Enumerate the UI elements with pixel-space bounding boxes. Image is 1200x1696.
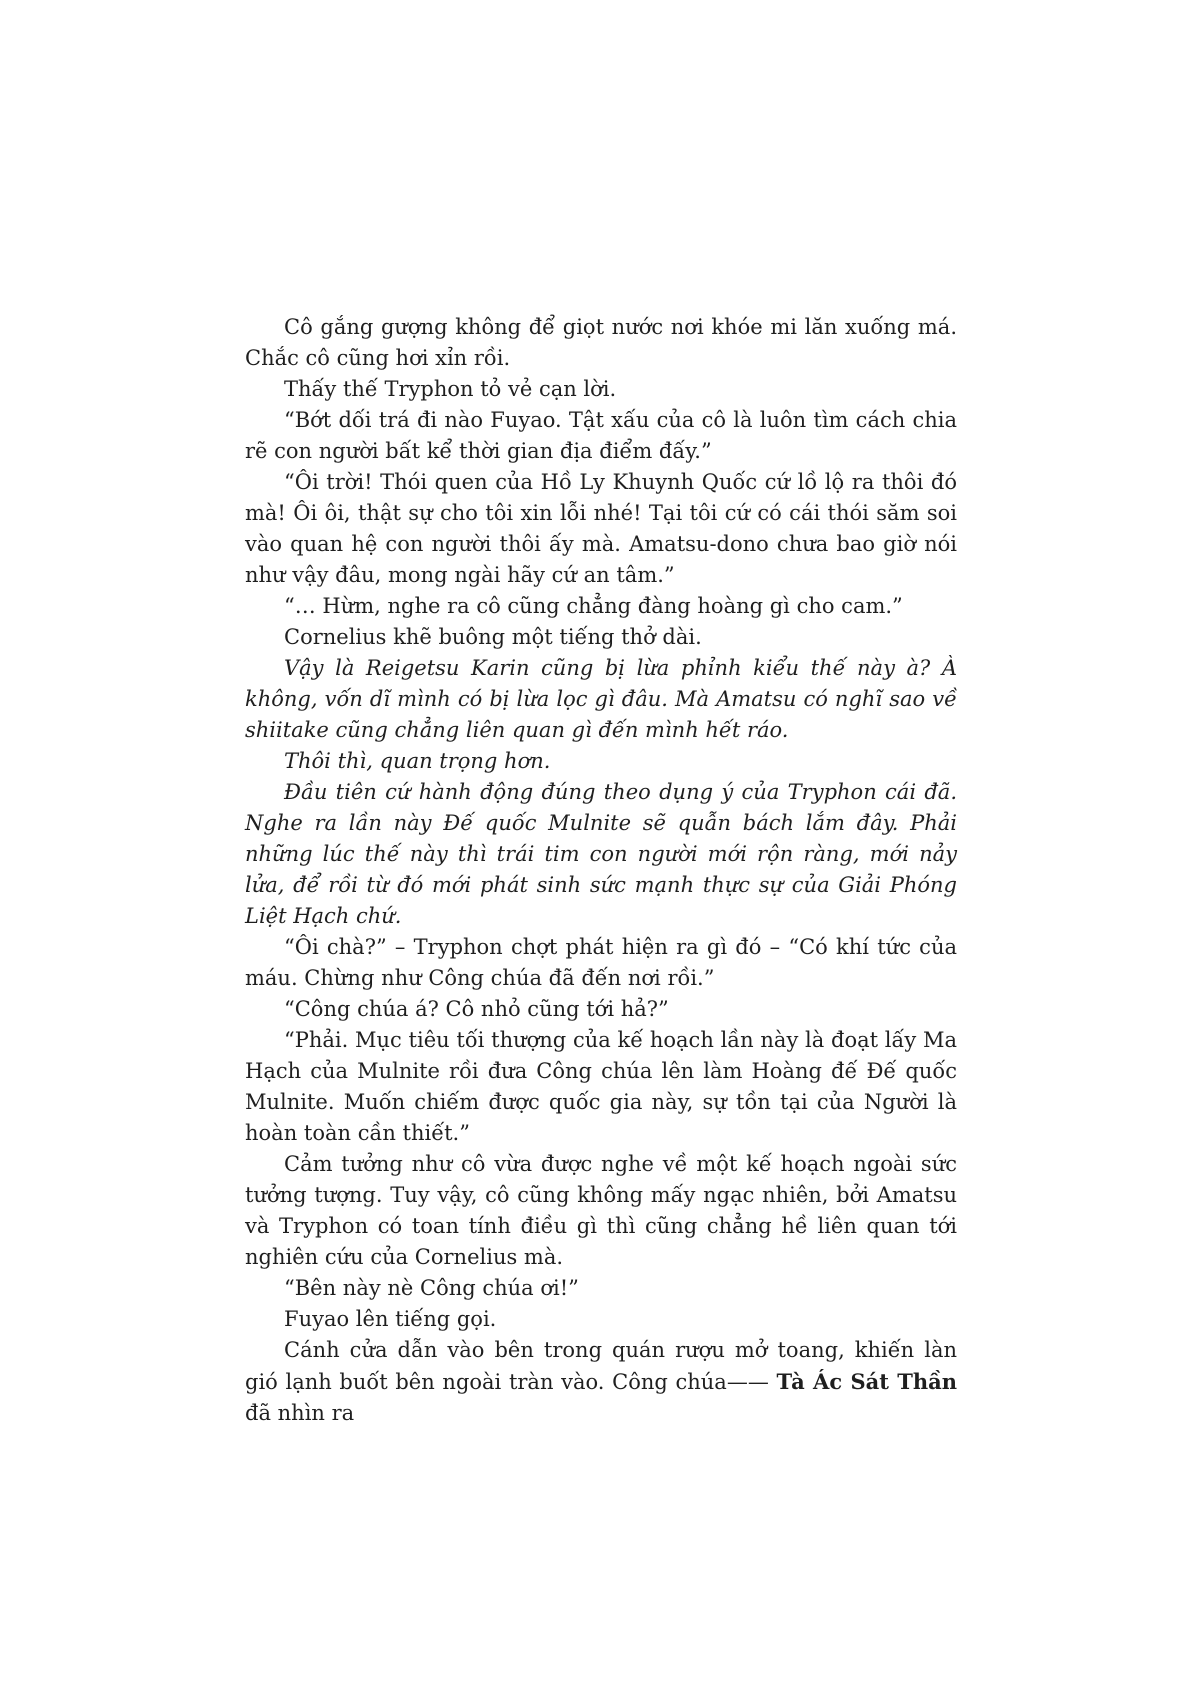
page-body: [245, 312, 957, 1429]
paragraph: “… Hừm, nghe ra cô cũng chẳng đàng hoàng gì cho cam.”: [284, 594, 903, 618]
bold-text-run: Tà Ác Sát Thần: [776, 1369, 957, 1394]
paragraph: “Ôi trời! Thói quen của Hồ Ly Khuynh Quốc cứ lồ lộ ra thôi đó mà! Ôi ôi, thật sự cho tôi xin lỗi nhé! Tại tôi cứ có cái thói săm soi vào quan hệ con người thôi ấy mà. Amatsu-dono chưa bao giờ nói như vậy đâu, mong ngài hãy cứ an tâm.”: [245, 470, 957, 587]
italic-paragraph: Đầu tiên cứ hành động đúng theo dụng ý của Tryphon cái đã. Nghe ra lần này Đế quốc Mulnite sẽ quẫn bách lắm đây. Phải những lúc thế này thì trái tim con người mới rộn ràng, mới nảy lửa, để rồi từ đó mới phát sinh sức mạnh thực sự của Giải Phóng Liệt Hạch chứ.: [245, 780, 957, 928]
italic-paragraph: Thôi thì, quan trọng hơn.: [284, 749, 551, 773]
paragraph: “Bên này nè Công chúa ơi!”: [284, 1276, 579, 1300]
paragraph: “Công chúa á? Cô nhỏ cũng tới hả?”: [284, 997, 669, 1021]
italic-paragraph: Vậy là Reigetsu Karin cũng bị lừa phỉnh kiểu thế này à? À không, vốn dĩ mình có bị lừa lọc gì đâu. Mà Amatsu có nghĩ sao về shiitake cũng chẳng liên quan gì đến mình hết ráo.: [245, 656, 957, 742]
paragraph: Fuyao lên tiếng gọi.: [284, 1307, 497, 1331]
text-run: Cánh cửa dẫn vào bên trong quán rượu mở toang, khiến làn gió lạnh buốt bên ngoài tràn vào. Công chúa——: [245, 1338, 957, 1394]
paragraph: “Bớt dối trá đi nào Fuyao. Tật xấu của cô là luôn tìm cách chia rẽ con người bất kể thời gian địa điểm đấy.”: [245, 408, 957, 463]
paragraph: “Phải. Mục tiêu tối thượng của kế hoạch lần này là đoạt lấy Ma Hạch của Mulnite rồi đưa Công chúa lên làm Hoàng đế Đế quốc Mulnite. Muốn chiếm được quốc gia này, sự tồn tại của Người là hoàn toàn cần thiết.”: [245, 1028, 957, 1145]
paragraph: Thấy thế Tryphon tỏ vẻ cạn lời.: [284, 377, 617, 401]
text-run: đã nhìn ra: [245, 1401, 355, 1425]
paragraph: Cô gắng gượng không để giọt nước nơi khóe mi lăn xuống má. Chắc cô cũng hơi xỉn rồi.: [245, 315, 957, 370]
paragraph: Cornelius khẽ buông một tiếng thở dài.: [284, 625, 702, 649]
paragraph: Cảm tưởng như cô vừa được nghe về một kế hoạch ngoài sức tưởng tượng. Tuy vậy, cô cũng không mấy ngạc nhiên, bởi Amatsu và Tryphon có toan tính điều gì thì cũng chẳng hề liên quan tới nghiên cứu của Cornelius mà.: [245, 1152, 957, 1269]
paragraph: “Ôi chà?” – Tryphon chợt phát hiện ra gì đó – “Có khí tức của máu. Chừng như Công chúa đã đến nơi rồi.”: [245, 935, 957, 990]
last-paragraph: [245, 1335, 957, 1429]
